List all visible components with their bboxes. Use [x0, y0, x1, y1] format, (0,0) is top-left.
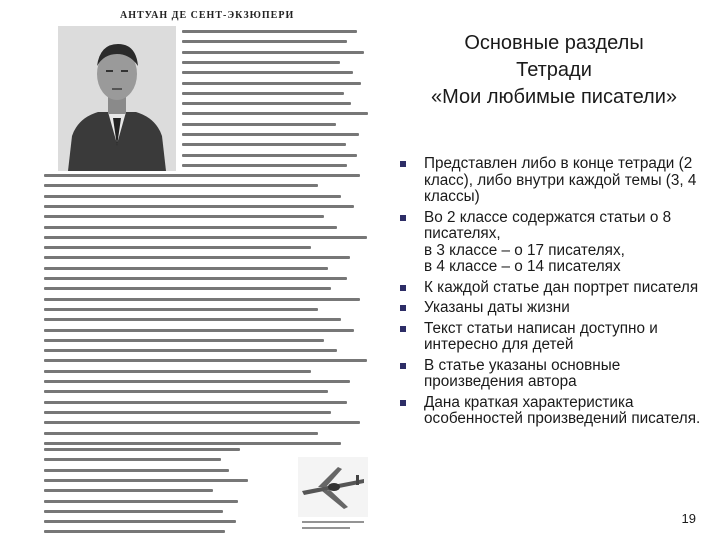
square-bullet-icon [400, 326, 406, 332]
scan-text-line [182, 143, 346, 146]
scan-text-line [44, 500, 238, 503]
scan-text-line [44, 510, 223, 513]
scan-text-line [182, 61, 340, 64]
heading-line-2: Тетради [516, 59, 592, 81]
scan-text-line [44, 318, 341, 321]
image-caption [302, 521, 364, 523]
scan-text-line [44, 236, 367, 239]
scan-text-line [44, 184, 318, 187]
scan-text-line [44, 329, 354, 332]
scan-text-line [44, 359, 367, 362]
scan-text-line [182, 30, 357, 33]
scan-text-line [44, 411, 331, 414]
bullet-item: Дана краткая характеристика особенностей произведений писателя. [398, 395, 710, 428]
square-bullet-icon [400, 400, 406, 406]
scan-text-line [182, 164, 347, 167]
scan-text-line [44, 530, 225, 533]
portrait-image [58, 26, 176, 171]
scan-text-line [44, 256, 350, 259]
square-bullet-icon [400, 161, 406, 167]
scan-text-line [44, 469, 229, 472]
scan-text-line [182, 102, 351, 105]
airplane-icon [298, 457, 368, 517]
bullet-list [398, 156, 710, 432]
scan-text-line [44, 226, 337, 229]
airplane-illustration [298, 457, 368, 517]
scan-text-line [182, 92, 344, 95]
scan-text-line [182, 123, 336, 126]
scan-title: АНТУАН ДЕ СЕНТ-ЭКЗЮПЕРИ [120, 10, 295, 21]
bullet-item: Текст статьи написан доступно и интересно для детей [398, 321, 710, 354]
scan-text-line [44, 520, 236, 523]
scan-text-line [182, 82, 361, 85]
bullet-item: Представлен либо в конце тетради (2 класс), либо внутри каждой темы (3, 4 классы) [398, 156, 710, 206]
bullet-item: Во 2 классе содержатся статьи о 8 писателях, [398, 210, 710, 243]
scanned-article-page [40, 0, 380, 540]
scan-text-line [44, 308, 318, 311]
square-bullet-icon [400, 363, 406, 369]
scan-text-line [44, 489, 213, 492]
scan-text-line [44, 267, 328, 270]
scan-text-line [44, 174, 360, 177]
scan-text-line [44, 339, 324, 342]
scan-text-line [44, 195, 341, 198]
heading-line-3: «Мои любимые писатели» [430, 86, 677, 108]
slide-heading [398, 30, 710, 111]
scan-text-line [44, 349, 337, 352]
scan-text-line [44, 370, 311, 373]
scan-text-line [44, 432, 318, 435]
scan-text-line [182, 133, 359, 136]
image-caption [302, 527, 350, 529]
square-bullet-icon [400, 305, 406, 311]
scan-text-line [44, 298, 360, 301]
scan-text-line [44, 442, 341, 445]
square-bullet-icon [400, 285, 406, 291]
scan-text-line [44, 277, 347, 280]
scan-text-line [182, 71, 353, 74]
scan-text-line [44, 205, 354, 208]
writer-portrait [58, 26, 176, 171]
scan-text-line [44, 401, 347, 404]
bullet-continuation: в 4 классе – о 14 писателях [424, 258, 621, 275]
scan-text-line [44, 479, 248, 482]
bullet-continuation: в 3 классе – о 17 писателях, [424, 241, 625, 259]
scan-text-line [44, 380, 350, 383]
bullet-item: К каждой статье дан портрет писателя [398, 280, 710, 297]
scan-text-line [44, 458, 221, 461]
scan-text-line [182, 154, 357, 157]
scan-text-line [182, 112, 368, 115]
bullet-item: Указаны даты жизни [398, 300, 710, 317]
scan-text-line [44, 215, 324, 218]
scan-text-line [44, 246, 311, 249]
bullet-item: В статье указаны основные произведения автора [398, 358, 710, 391]
page-number: 19 [681, 511, 696, 526]
scan-text-line [182, 40, 347, 43]
scan-text-line [44, 421, 360, 424]
scan-text-line [182, 51, 364, 54]
scan-text-line [44, 287, 331, 290]
scan-text-line [44, 448, 240, 451]
square-bullet-icon [400, 215, 406, 221]
scan-text-line [44, 390, 328, 393]
heading-line-1: Основные разделы [464, 32, 644, 54]
